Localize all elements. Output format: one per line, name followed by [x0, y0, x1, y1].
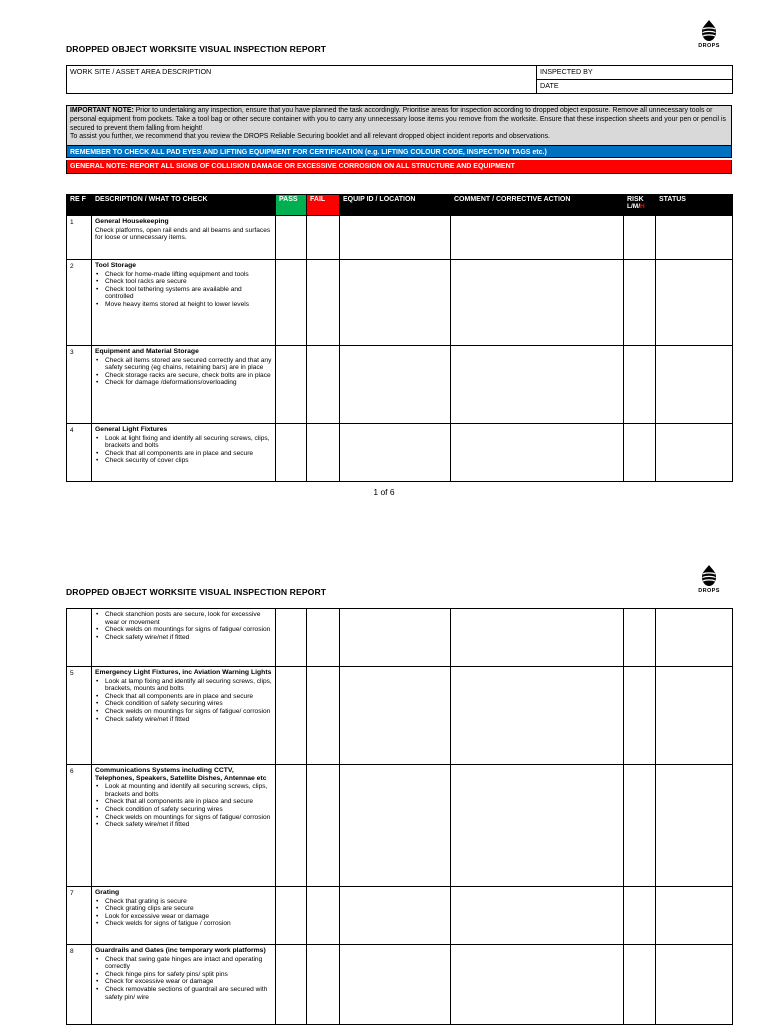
- col-fail: FAIL: [307, 195, 340, 216]
- risk-cell[interactable]: [624, 945, 656, 1025]
- fail-cell[interactable]: [307, 346, 340, 424]
- check-list-item: • Check welds on mountings for signs of fatigue/ corrosion: [105, 708, 272, 716]
- row-ref: 5: [67, 667, 92, 765]
- status-cell[interactable]: [656, 346, 733, 424]
- check-list-item: • Check for damage /deformations/overloading: [105, 379, 272, 387]
- row-description: [92, 260, 276, 346]
- item-title: Guardrails and Gates (inc temporary work platforms): [95, 947, 266, 954]
- report-title-page-2: DROPPED OBJECT WORKSITE VISUAL INSPECTION REPORT: [66, 587, 327, 597]
- equip-id-cell[interactable]: [340, 346, 451, 424]
- check-list-item: • Check for home-made lifting equipment and tools: [105, 271, 272, 279]
- column-header-row: [67, 195, 733, 216]
- col-status: STATUS: [656, 195, 733, 216]
- check-list-item: • Check welds on mountings for signs of fatigue/ corrosion: [105, 814, 272, 822]
- check-list-item: • Look at light fixing and identify all securing screws, clips, brackets and bolts: [105, 435, 272, 450]
- table-row: [67, 945, 733, 1025]
- pass-cell[interactable]: [276, 945, 307, 1025]
- inspected-by-field[interactable]: INSPECTED BY: [537, 66, 733, 80]
- item-title: General Light Fixtures: [95, 426, 168, 433]
- inspection-table-page-2: [66, 608, 733, 1025]
- pass-cell[interactable]: [276, 765, 307, 887]
- check-list-item: • Look for excessive wear or damage: [105, 913, 272, 921]
- risk-cell[interactable]: [624, 765, 656, 887]
- status-cell[interactable]: [656, 887, 733, 945]
- check-list-item: • Look at lamp fixing and identify all securing screws, clips, brackets, mounts and bolts: [105, 678, 272, 693]
- equip-id-cell[interactable]: [340, 609, 451, 667]
- table-row: [67, 260, 733, 346]
- risk-cell[interactable]: [624, 346, 656, 424]
- comment-cell[interactable]: [451, 609, 624, 667]
- item-title: Communications Systems including CCTV, Telephones, Speakers, Satellite Dishes, Antennae etc: [95, 767, 267, 782]
- lifting-equipment-note: REMEMBER TO CHECK ALL PAD EYES AND LIFTING EQUIPMENT FOR CERTIFICATION (e.g. LIFTING COLOUR CODE, INSPECTION TAGS etc.): [66, 146, 732, 158]
- check-list-item: • Check safety wire/net if fitted: [105, 634, 272, 642]
- logo-text: DROPS: [698, 588, 720, 594]
- comment-cell[interactable]: [451, 945, 624, 1025]
- check-list-item: • Check that all components are in place and secure: [105, 693, 272, 701]
- item-text: Check platforms, open rail ends and all beams and surfaces for loose or unnecessary items.: [95, 226, 271, 242]
- table-row: [67, 765, 733, 887]
- fail-cell[interactable]: [307, 765, 340, 887]
- risk-cell[interactable]: [624, 667, 656, 765]
- check-list-item: • Check for excessive wear or damage: [105, 978, 272, 986]
- table-row: [67, 667, 733, 765]
- check-list: [95, 898, 272, 928]
- status-cell[interactable]: [656, 260, 733, 346]
- pass-cell[interactable]: [276, 887, 307, 945]
- comment-cell[interactable]: [451, 765, 624, 887]
- pass-cell[interactable]: [276, 216, 307, 260]
- check-list-item: • Check condition of safety securing wires: [105, 700, 272, 708]
- header-fields-table: [66, 65, 733, 94]
- row-description: [92, 667, 276, 765]
- check-list-item: • Check all items stored are secured correctly and that any safety securing (eg chains, retaining bars) are in place: [105, 357, 272, 372]
- row-description: [92, 609, 276, 667]
- pass-cell[interactable]: [276, 667, 307, 765]
- check-list: [95, 357, 272, 387]
- drops-logo-icon: [699, 565, 719, 587]
- fail-cell[interactable]: [307, 887, 340, 945]
- check-list-item: • Check storage racks are secure, check bolts are in place: [105, 372, 272, 380]
- important-note: [66, 105, 732, 146]
- row-description: [92, 216, 276, 260]
- risk-cell[interactable]: [624, 609, 656, 667]
- row-description: [92, 346, 276, 424]
- comment-cell[interactable]: [451, 424, 624, 482]
- col-comment: COMMENT / CORRECTIVE ACTION: [451, 195, 624, 216]
- row-ref: 3: [67, 346, 92, 424]
- check-list-item: • Check safety wire/net if fitted: [105, 716, 272, 724]
- check-list-item: • Check welds for signs of fatigue / corrosion: [105, 920, 272, 928]
- item-title: General Housekeeping: [95, 218, 169, 225]
- table-row: [67, 609, 733, 667]
- col-ref: RE F: [67, 195, 92, 216]
- fail-cell[interactable]: [307, 260, 340, 346]
- check-list: [95, 678, 272, 724]
- pass-cell[interactable]: [276, 346, 307, 424]
- report-page-2: [0, 545, 768, 1024]
- pass-cell[interactable]: [276, 424, 307, 482]
- equip-id-cell[interactable]: [340, 260, 451, 346]
- general-note: GENERAL NOTE: REPORT ALL SIGNS OF COLLISION DAMAGE OR EXCESSIVE CORROSION ON ALL STRUCTURE AND EQUIPMENT: [66, 160, 732, 174]
- status-cell[interactable]: [656, 765, 733, 887]
- report-title: DROPPED OBJECT WORKSITE VISUAL INSPECTION REPORT: [66, 44, 327, 54]
- comment-cell[interactable]: [451, 887, 624, 945]
- notes-block: [66, 105, 732, 174]
- row-ref: 6: [67, 765, 92, 887]
- check-list-item: • Check hinge pins for safety pins/ split pins: [105, 971, 272, 979]
- check-list-item: • Check stanchion posts are secure, look for excessive wear or movement: [105, 611, 272, 626]
- status-cell[interactable]: [656, 609, 733, 667]
- equip-id-cell[interactable]: [340, 424, 451, 482]
- comment-cell[interactable]: [451, 216, 624, 260]
- check-list-item: • Move heavy items stored at height to lower levels: [105, 301, 272, 309]
- table-row: [67, 424, 733, 482]
- fail-cell[interactable]: [307, 609, 340, 667]
- check-list-item: • Look at mounting and identify all securing screws, clips, brackets and bolts: [105, 783, 272, 798]
- item-title: Grating: [95, 889, 120, 896]
- risk-cell[interactable]: [624, 424, 656, 482]
- row-description: [92, 945, 276, 1025]
- col-description: DESCRIPTION / WHAT TO CHECK: [92, 195, 276, 216]
- status-cell[interactable]: [656, 216, 733, 260]
- fail-cell[interactable]: [307, 424, 340, 482]
- check-list: [95, 783, 272, 829]
- risk-cell[interactable]: [624, 887, 656, 945]
- check-list-item: • Check security of cover clips: [105, 457, 272, 465]
- row-ref: 7: [67, 887, 92, 945]
- check-list-item: • Check that all components are in place and secure: [105, 798, 272, 806]
- table-row: [67, 216, 733, 260]
- pass-cell[interactable]: [276, 260, 307, 346]
- table-row: [67, 346, 733, 424]
- row-description: [92, 424, 276, 482]
- comment-cell[interactable]: [451, 260, 624, 346]
- status-cell[interactable]: [656, 667, 733, 765]
- item-title: Tool Storage: [95, 262, 137, 269]
- drops-logo-icon: [699, 20, 719, 42]
- check-list: [95, 435, 272, 465]
- equip-id-cell[interactable]: [340, 216, 451, 260]
- item-title: Equipment and Material Storage: [95, 348, 199, 355]
- work-site-field[interactable]: WORK SITE / ASSET AREA DESCRIPTION: [67, 66, 537, 94]
- row-ref: 8: [67, 945, 92, 1025]
- status-cell[interactable]: [656, 424, 733, 482]
- item-title: Emergency Light Fixtures, inc Aviation Warning Lights: [95, 669, 272, 676]
- important-note-text: Prior to undertaking any inspection, ensure that you have planned the task accordingly. Prioritise areas for inspection according to dropped object exposure. Remove all unnecessary tools or personal equipment from pockets. Take a tool bag or other secure container with you to carry any unnecessary loose items you remove from the worksite. Ensure that these inspection sheets and your pen or pencil is secured to prevent them falling from height!: [70, 107, 726, 132]
- logo-text: DROPS: [698, 43, 720, 49]
- row-ref: 1: [67, 216, 92, 260]
- row-ref: 4: [67, 424, 92, 482]
- col-equip-id: EQUIP ID / LOCATION: [340, 195, 451, 216]
- check-list-item: • Check that swing gate hinges are intact and operating correctly: [105, 956, 272, 971]
- check-list-item: • Check that all components are in place and secure: [105, 450, 272, 458]
- report-page-1: [0, 0, 768, 510]
- pass-cell[interactable]: [276, 609, 307, 667]
- row-description: [92, 887, 276, 945]
- col-risk: RISK L/M/H: [624, 195, 656, 216]
- risk-cell[interactable]: [624, 216, 656, 260]
- fail-cell[interactable]: [307, 667, 340, 765]
- equip-id-cell[interactable]: [340, 667, 451, 765]
- table-row: [67, 887, 733, 945]
- risk-cell[interactable]: [624, 260, 656, 346]
- important-note-text-2: To assist you further, we recommend that you review the DROPS Reliable Securing booklet and all relevant dropped object incident reports and observations.: [70, 133, 550, 141]
- check-list-item: • Check that grating is secure: [105, 898, 272, 906]
- equip-id-cell[interactable]: [340, 887, 451, 945]
- check-list-item: • Check removable sections of guardrail are secured with safety pin/ wire: [105, 986, 272, 1001]
- check-list-item: • Check grating clips are secure: [105, 905, 272, 913]
- fail-cell[interactable]: [307, 945, 340, 1025]
- check-list-item: • Check safety wire/net if fitted: [105, 821, 272, 829]
- check-list-item: • Check tool tethering systems are available and controlled: [105, 286, 272, 301]
- comment-cell[interactable]: [451, 667, 624, 765]
- row-ref: 2: [67, 260, 92, 346]
- check-list-item: • Check condition of safety securing wires: [105, 806, 272, 814]
- drops-logo-page-2: [692, 565, 726, 594]
- col-pass: PASS: [276, 195, 307, 216]
- check-list-item: • Check tool racks are secure: [105, 278, 272, 286]
- row-ref: [67, 609, 92, 667]
- date-field[interactable]: DATE: [537, 80, 733, 94]
- page-number: 1 of 6: [373, 487, 395, 497]
- check-list: [95, 271, 272, 309]
- check-list-item: • Check welds on mountings for signs of fatigue/ corrosion: [105, 626, 272, 634]
- inspection-table-page-1: [66, 194, 733, 482]
- row-description: [92, 765, 276, 887]
- check-list: [95, 611, 272, 641]
- status-cell[interactable]: [656, 945, 733, 1025]
- comment-cell[interactable]: [451, 346, 624, 424]
- check-list: [95, 956, 272, 1002]
- fail-cell[interactable]: [307, 216, 340, 260]
- equip-id-cell[interactable]: [340, 765, 451, 887]
- equip-id-cell[interactable]: [340, 945, 451, 1025]
- drops-logo: [692, 20, 726, 49]
- important-note-label: IMPORTANT NOTE:: [70, 107, 134, 114]
